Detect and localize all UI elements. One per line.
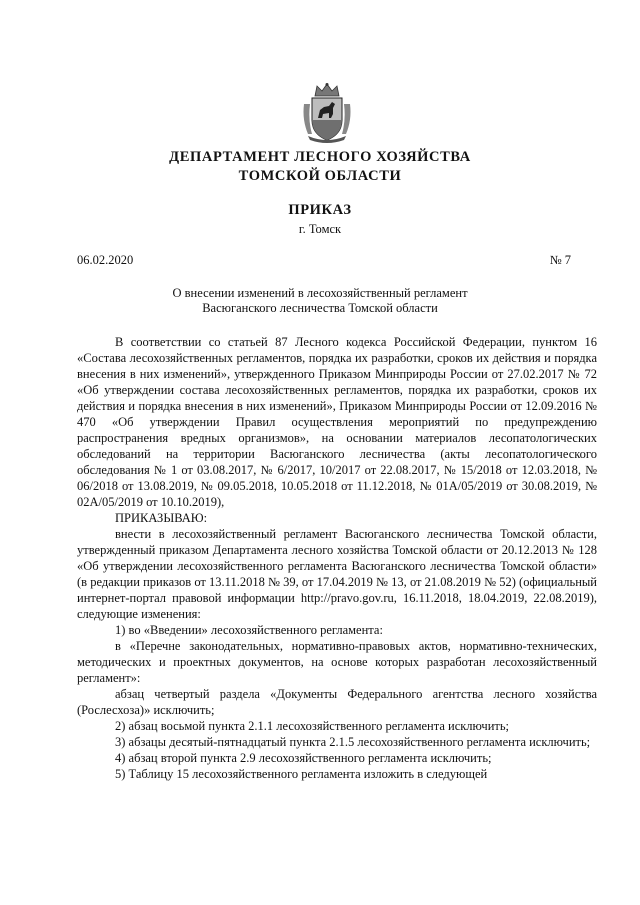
item-4: 4) абзац второй пункта 2.9 лесохозяйственного регламента исключить; xyxy=(115,751,492,765)
item-2: 2) абзац восьмой пункта 2.1.1 лесохозяйственного регламента исключить; xyxy=(115,719,510,733)
document-type: ПРИКАЗ xyxy=(288,202,352,218)
item-1b: абзац четвертый раздела «Документы Федерального агентства лесного хозяйства (Рослесхоза)» исключить; xyxy=(77,687,597,717)
city: г. Томск xyxy=(298,222,342,236)
order-number: № 7 xyxy=(549,253,571,267)
intro-paragraph: В соответствии со статьей 87 Лесного кодекса Российской Федерации, пунктом 16 «Состава лесохозяйственных регламентов, порядка их разработки, сроков их действия и порядка внесения в них изменений», утвержденного Приказом Минприроды России от 27.02.2017 № 72 «Об утверждении состава лесохозяйственных регламентов, порядка их разработки, сроков их действия и порядка внесения в них изменений», Приказом Минприроды России от 12.09.2016 № 470 «Об утверждении Правил осуществления мероприятий по предупреждению распространения вредных организмов», на основании материалов лесопатологических обследований на территории Васюганского лесничества (акты лесопатологического обследования № 1 от 03.08.2017, № 6/2017, 10/2017 от 22.08.2017, № 15/2018 от 12.03.2018, № 06/2018 от 13.08.2019, № 09.05.2018, 10.05.2018 от 11.12.2018, № 01А/05/2019 от 30.08.2019, № 02А/05/2019 от 10.10.2019), xyxy=(77,335,597,509)
paragraph-1: внести в лесохозяйственный регламент Васюганского лесничества Томской области, утвержденный приказом Департамента лесного хозяйства Томской области от 20.12.2013 № 128 «Об утверждении лесохозяйственного регламента Васюганского лесничества Томской области» (в редакции приказов от 13.11.2018 № 39, от 17.04.2019 № 13, от 21.08.2019 № 52) (официальный интернет-портал правовой информации http://pravo.gov.ru, 16.11.2018, 18.04.2019, 22.08.2019), следующие изменения: xyxy=(77,527,597,621)
order-date: 06.02.2020 xyxy=(77,253,134,267)
item-5: 5) Таблицу 15 лесохозяйственного регламента изложить в следующей xyxy=(115,767,488,781)
item-1a: в «Перечне законодательных, нормативно-правовых актов, нормативно-технических, методических и проектных документов, на основе которых разработан лесохозяйственный регламент»: xyxy=(77,639,597,685)
department-line-1: ДЕПАРТАМЕНТ ЛЕСНОГО ХОЗЯЙСТВА xyxy=(169,149,471,165)
order-word: ПРИКАЗЫВАЮ: xyxy=(115,511,208,525)
order-subject xyxy=(0,286,640,316)
subject-line-2: Васюганского лесничества Томской области xyxy=(202,301,438,315)
order-body xyxy=(77,334,597,782)
tomsk-coat-of-arms-icon xyxy=(300,82,354,144)
item-3: 3) абзацы десятый-пятнадцатый пункта 2.1.5 лесохозяйственного регламента исключить; xyxy=(115,735,591,749)
subject-line-1: О внесении изменений в лесохозяйственный регламент xyxy=(172,286,468,300)
department-line-2: ТОМСКОЙ ОБЛАСТИ xyxy=(238,168,402,184)
department-name xyxy=(0,148,640,186)
item-1: 1) во «Введении» лесохозяйственного регламента: xyxy=(115,623,383,637)
